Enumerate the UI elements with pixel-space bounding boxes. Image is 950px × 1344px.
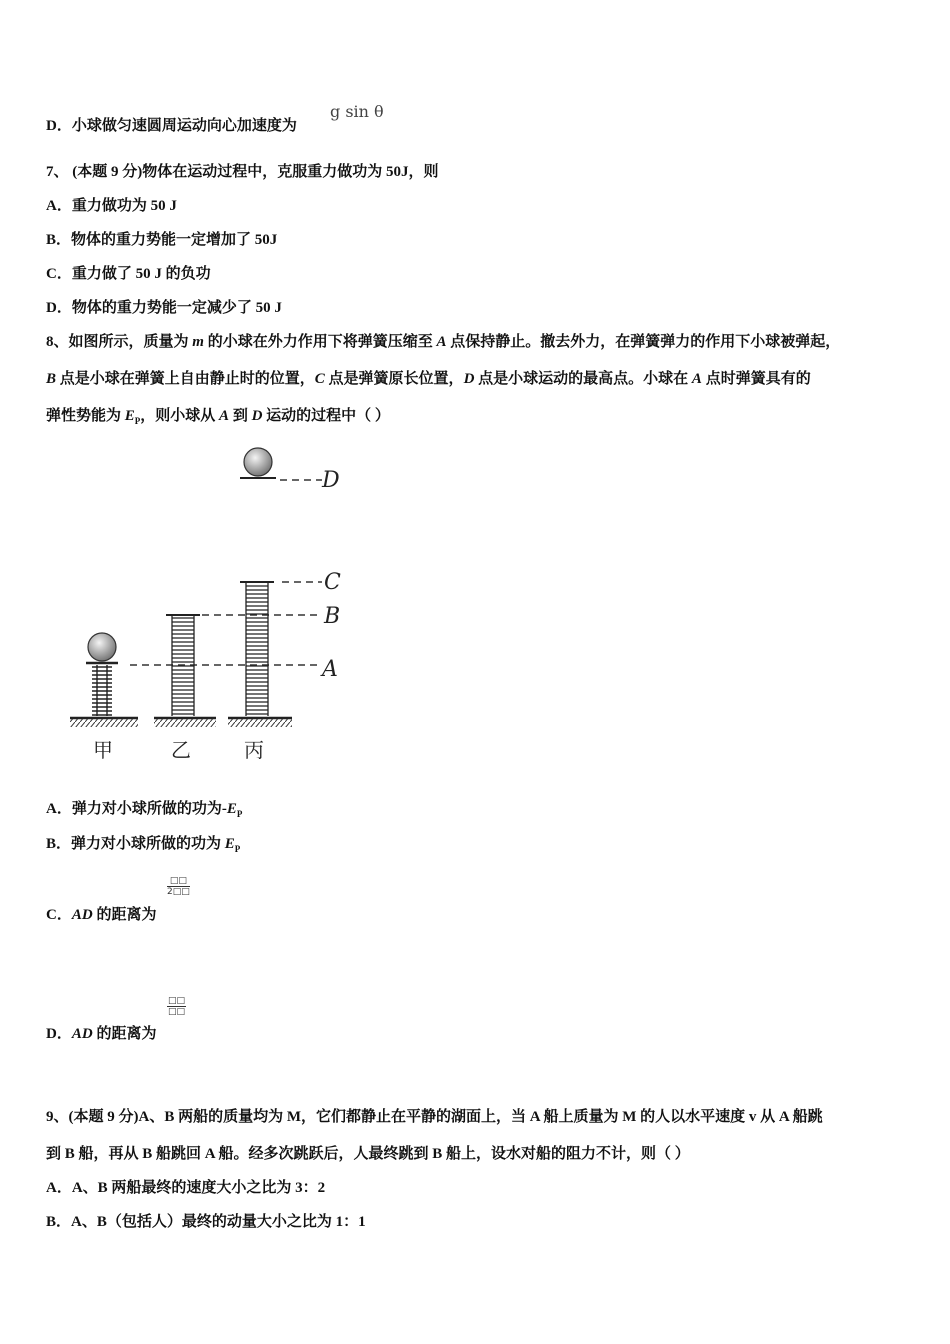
q8-stem-line1 (46, 332, 840, 352)
var-ep: E (226, 801, 237, 817)
q7-option-c (46, 264, 211, 284)
q6-formula: g sin θ (330, 102, 384, 121)
var-a: A (436, 334, 447, 350)
text: 运动的过程中（ ） (262, 408, 390, 424)
option-label: C． (46, 907, 72, 923)
spring-yi (154, 615, 216, 727)
subscript: P (236, 809, 243, 819)
caption-yi: 乙 (171, 738, 191, 762)
q9-option-a (46, 1178, 325, 1198)
label-a: A (322, 657, 338, 682)
q8-option-d (46, 1024, 156, 1044)
option-label: D． (46, 118, 72, 134)
subscript: P (234, 844, 241, 854)
var-b: B (46, 371, 57, 387)
q9-stem-line2: 到 B 船，再从 B 船跳回 A 船。经多次跳跃后，人最终跳到 B 船上，设水对船的阻力不计，则（ ） (46, 1146, 690, 1162)
q8-option-c (46, 905, 156, 925)
option-text: 小球做匀速圆周运动向心加速度为 (71, 118, 297, 134)
var-ep: E (224, 836, 235, 852)
option-label: A． (46, 1180, 72, 1196)
label-d: D (322, 468, 340, 493)
var-ad: AD (71, 1026, 93, 1042)
text: 点是小球在弹簧上自由静止时的位置， (56, 371, 315, 387)
option-text: 的距离为 (92, 1026, 157, 1042)
option-label: D． (46, 300, 72, 316)
option-text: 重力做了 50 J 的负功 (71, 266, 211, 282)
spring-jia (70, 633, 138, 727)
text: 点时弹簧具有的 (701, 371, 811, 387)
option-text: A、B 两船最终的速度大小之比为 3：2 (71, 1180, 326, 1196)
text: ，则小球从 (140, 408, 220, 424)
fraction-denominator: □□ (168, 1007, 186, 1017)
option-text: 弹力对小球所做的功为 (71, 836, 225, 852)
ball-at-d (240, 448, 276, 478)
text: 弹性势能为 (46, 408, 125, 424)
q7-stem: 7、 (本题 9 分)物体在运动过程中，克服重力做功为 50J，则 (46, 164, 439, 180)
var-m: m (192, 334, 204, 350)
var-ad: AD (71, 907, 93, 923)
label-b: B (324, 604, 341, 629)
var-ep: E (124, 408, 135, 424)
text: 的小球在外力作用下将弹簧压缩至 (203, 334, 437, 350)
option-text: A、B（包括人）最终的动量大小之比为 1：1 (71, 1214, 366, 1230)
fraction-numerator: □□ (167, 876, 190, 887)
label-c: C (324, 570, 341, 595)
fraction-numerator: □□ (168, 996, 186, 1006)
option-label: B． (46, 232, 72, 248)
option-label: A． (46, 801, 72, 817)
subscript: P (134, 416, 141, 426)
q8-option-c-fraction (167, 876, 190, 897)
option-label: A． (46, 198, 72, 214)
fraction-denominator: 2□□ (167, 887, 190, 897)
q9-stem-line1: 9、(本题 9 分)A、B 两船的质量均为 M，它们都静止在平静的湖面上，当 A 船上质量为 M 的人以水平速度 v 从 A 船跳 (46, 1109, 823, 1125)
option-label: D． (46, 1026, 72, 1042)
text: 点保持静止。撤去外力，在弹簧弹力的作用下小球被弹起， (446, 334, 841, 350)
option-text: 重力做功为 50 J (71, 198, 177, 214)
option-label: B． (46, 1214, 72, 1230)
text: 点是小球运动的最高点。小球在 (474, 371, 692, 387)
var-d: D (463, 371, 475, 387)
caption-jia: 甲 (93, 738, 113, 762)
spring-figure (60, 440, 360, 770)
text: 到 (229, 408, 252, 424)
caption-bing: 丙 (244, 738, 264, 762)
q7-option-b (46, 230, 277, 250)
q8-stem-line2 (46, 369, 811, 389)
q7-option-d (46, 298, 282, 318)
q8-option-d-fraction (167, 996, 186, 1017)
spring-bing (228, 582, 292, 727)
var-c: C (314, 371, 325, 387)
text: 8、如图所示，质量为 (46, 334, 193, 350)
option-text: 物体的重力势能一定增加了 50J (71, 232, 278, 248)
q8-option-b (46, 834, 240, 859)
q8-stem-line3 (46, 406, 390, 431)
option-label: C． (46, 266, 72, 282)
var-a: A (219, 408, 230, 424)
var-d: D (251, 408, 263, 424)
option-text: 的距离为 (92, 907, 157, 923)
var-a: A (691, 371, 702, 387)
option-text: 物体的重力势能一定减少了 50 J (71, 300, 282, 316)
q7-option-a (46, 196, 177, 216)
option-label: B． (46, 836, 72, 852)
q9-option-b (46, 1212, 366, 1232)
q6-option-d (46, 116, 297, 136)
q8-option-a (46, 799, 242, 824)
text: 点是弹簧原长位置， (324, 371, 464, 387)
option-text: 弹力对小球所做的功为- (71, 801, 227, 817)
